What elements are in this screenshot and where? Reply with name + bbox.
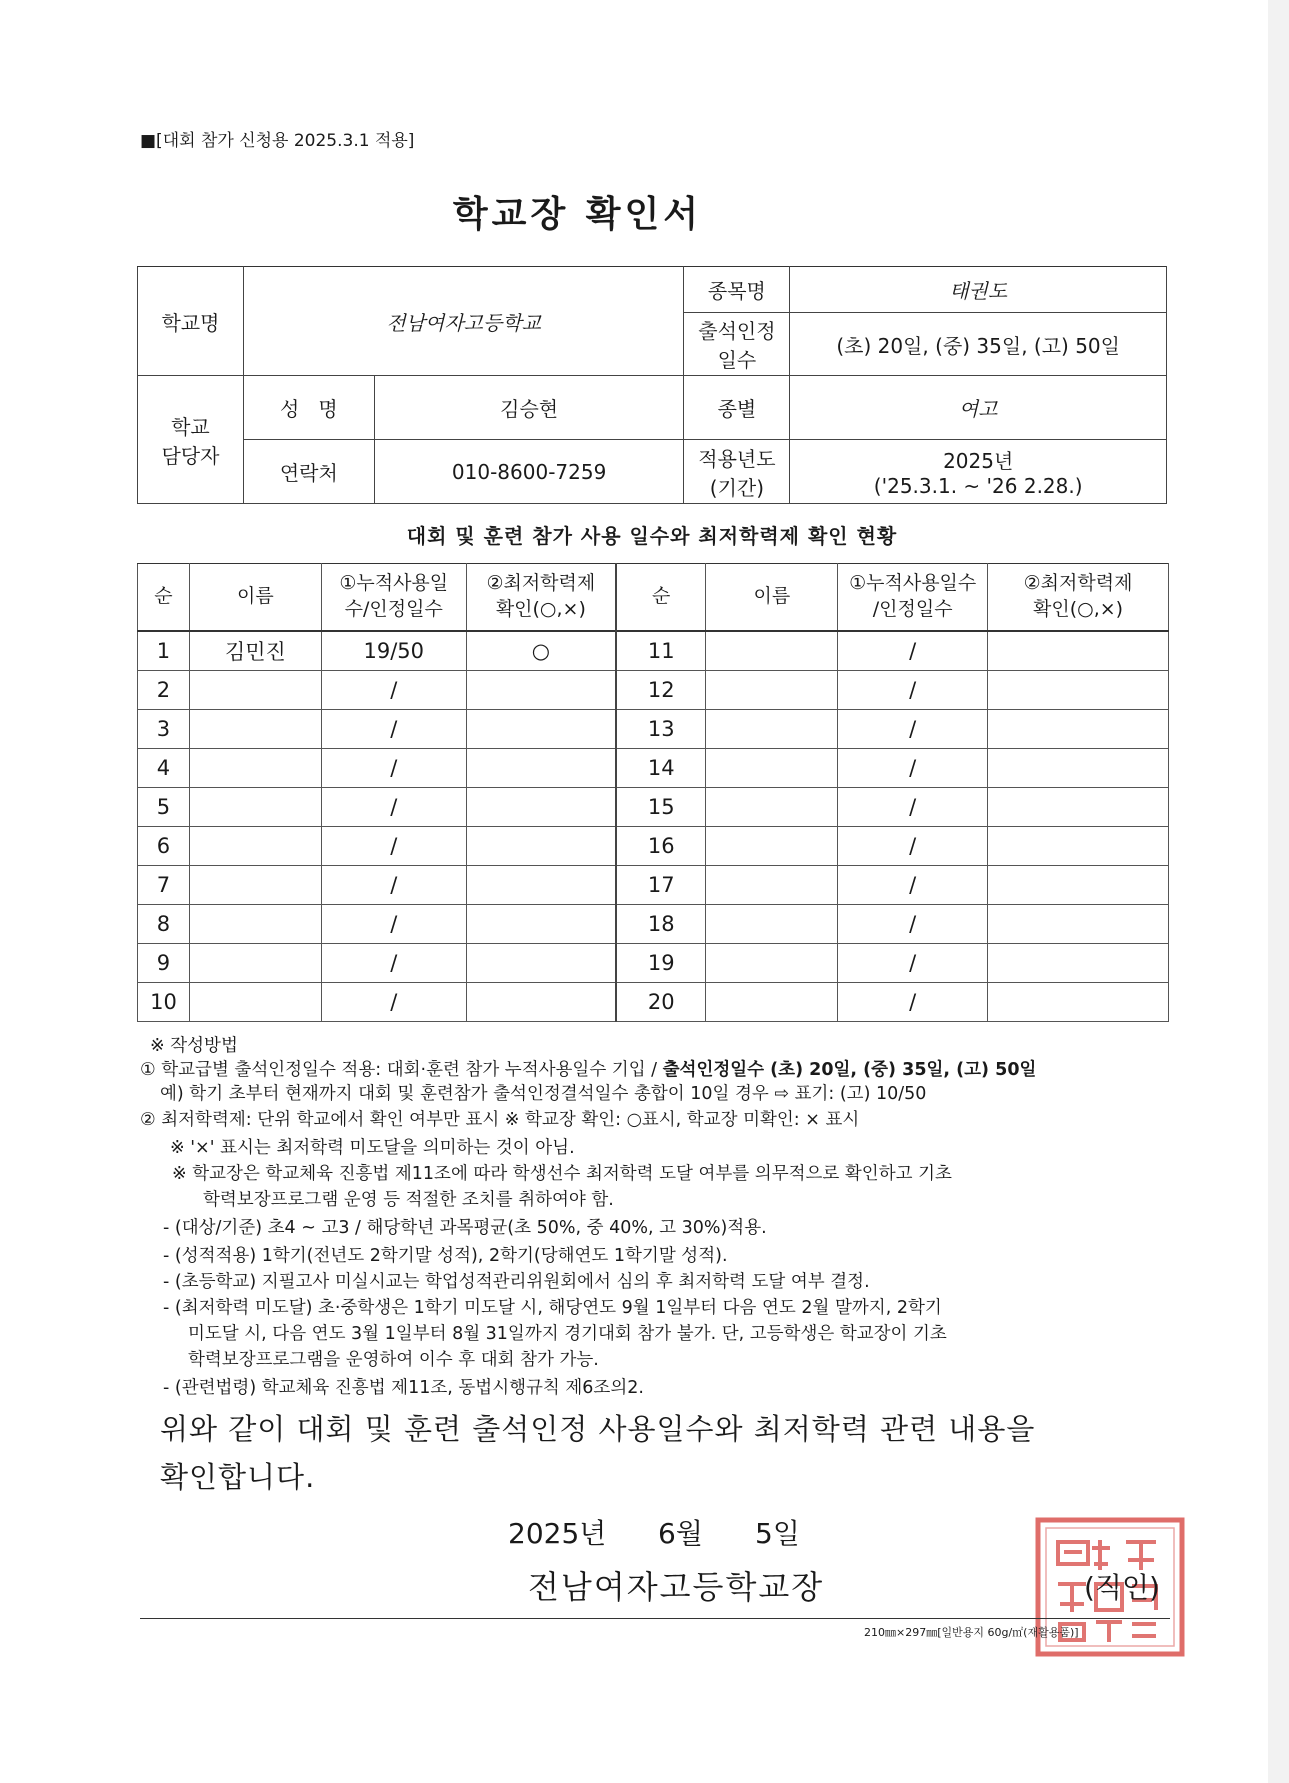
row-min bbox=[466, 983, 616, 1022]
row-no: 1 bbox=[138, 631, 190, 671]
confirm-line-1: 위와 같이 대회 및 훈련 출석인정 사용일수와 최저학력 관련 내용을 bbox=[160, 1412, 1036, 1446]
row-min-right bbox=[988, 983, 1169, 1022]
row-name-right bbox=[706, 983, 838, 1022]
header-usage-right-line1: ①누적사용일수 bbox=[849, 572, 977, 595]
row-no-right: 18 bbox=[616, 905, 706, 944]
date-day: 5일 bbox=[755, 1517, 800, 1550]
row-no: 2 bbox=[138, 671, 190, 710]
row-usage: / bbox=[321, 710, 466, 749]
row-usage: / bbox=[321, 749, 466, 788]
table-row bbox=[138, 671, 1169, 710]
header-usage-line1: ①누적사용일 bbox=[339, 572, 449, 595]
row-name bbox=[189, 944, 321, 983]
row-no-right: 15 bbox=[616, 788, 706, 827]
row-usage-right: / bbox=[838, 631, 988, 671]
confirm-line-2: 확인합니다. bbox=[160, 1459, 316, 1494]
row-no-right: 12 bbox=[616, 671, 706, 710]
row-min: ○ bbox=[466, 631, 616, 671]
header-name-right: 이름 bbox=[706, 564, 838, 632]
row-name-right bbox=[706, 631, 838, 671]
table-row bbox=[138, 788, 1169, 827]
row-no: 7 bbox=[138, 866, 190, 905]
event-value: 태권도 bbox=[790, 267, 1167, 313]
row-no: 9 bbox=[138, 944, 190, 983]
note-4b: 학력보장프로그램 운영 등 적절한 조치를 취하여야 함. bbox=[203, 1190, 614, 1210]
row-no-right: 17 bbox=[616, 866, 706, 905]
header-no-right: 순 bbox=[616, 564, 706, 632]
row-min-right bbox=[988, 905, 1169, 944]
bullet-1: - (대상/기준) 초4 ~ 고3 / 해당학년 과목평균(초 50%, 중 40%, 고 30%)적용. bbox=[163, 1218, 767, 1238]
row-min bbox=[466, 710, 616, 749]
year-label-line2: (기간) bbox=[709, 475, 765, 500]
header-usage-right-line2: /인정일수 bbox=[872, 598, 953, 620]
row-min bbox=[466, 671, 616, 710]
row-usage: / bbox=[321, 788, 466, 827]
row-no-right: 11 bbox=[616, 631, 706, 671]
header-usage-line2: 수/인정일수 bbox=[344, 598, 443, 620]
contact-label: 연락처 bbox=[243, 440, 374, 504]
table-row bbox=[138, 631, 1169, 671]
row-min-right bbox=[988, 710, 1169, 749]
header-min-right bbox=[988, 564, 1169, 632]
row-usage-right: / bbox=[838, 710, 988, 749]
row-name-right bbox=[706, 905, 838, 944]
row-min-right bbox=[988, 944, 1169, 983]
manager-label-line1: 학교 bbox=[171, 414, 210, 439]
row-min-right bbox=[988, 788, 1169, 827]
row-usage-right: / bbox=[838, 788, 988, 827]
row-no-right: 19 bbox=[616, 944, 706, 983]
contact-value: 010-8600-7259 bbox=[374, 440, 684, 504]
row-min bbox=[466, 749, 616, 788]
event-label: 종목명 bbox=[684, 267, 790, 313]
row-min-right bbox=[988, 671, 1169, 710]
note-3: ※ '×' 표시는 최저학력 미도달을 의미하는 것이 아님. bbox=[170, 1138, 575, 1158]
row-usage-right: / bbox=[838, 749, 988, 788]
attendance-label-line2: 일수 bbox=[717, 348, 757, 372]
attendance-label-line1: 출석인정 bbox=[698, 319, 776, 343]
row-no: 5 bbox=[138, 788, 190, 827]
row-no-right: 16 bbox=[616, 827, 706, 866]
table-row bbox=[138, 866, 1169, 905]
year-value-line1: 2025년 bbox=[943, 449, 1014, 473]
row-usage-right: / bbox=[838, 905, 988, 944]
bullet-2: - (성적적용) 1학기(전년도 2학기말 성적), 2학기(당해연도 1학기말 성적). bbox=[163, 1246, 728, 1266]
row-no-right: 20 bbox=[616, 983, 706, 1022]
school-label: 학교명 bbox=[138, 267, 244, 376]
header-min bbox=[466, 564, 616, 632]
bullet-5: - (관련법령) 학교체육 진흥법 제11조, 동법시행규칙 제6조의2. bbox=[163, 1378, 644, 1398]
year-label-line1: 적용년도 bbox=[698, 446, 776, 471]
principal-name: 전남여자고등학교장 bbox=[528, 1568, 825, 1606]
note-1-example: 예) 학기 초부터 현재까지 대회 및 훈련참가 출석인정결석일수 총합이 10일 경우 ⇨ 표기: (고) 10/50 bbox=[160, 1084, 927, 1104]
header-usage bbox=[321, 564, 466, 632]
name-label: 성 명 bbox=[243, 376, 374, 440]
row-no-right: 14 bbox=[616, 749, 706, 788]
bullet-3: - (초등학교) 지필고사 미실시교는 학업성적관리위원회에서 심의 후 최저학력 도달 여부 결정. bbox=[163, 1272, 870, 1292]
section-title: 대회 및 훈련 참가 사용 일수와 최저학력제 확인 현황 bbox=[406, 524, 898, 548]
row-usage-right: / bbox=[838, 944, 988, 983]
row-min-right bbox=[988, 631, 1169, 671]
usage-table bbox=[137, 563, 1169, 1022]
row-min-right bbox=[988, 866, 1169, 905]
row-name bbox=[189, 983, 321, 1022]
row-no: 10 bbox=[138, 983, 190, 1022]
row-min bbox=[466, 866, 616, 905]
header-min-line2: 확인(○,×) bbox=[495, 598, 586, 620]
row-name bbox=[189, 710, 321, 749]
table-row bbox=[138, 983, 1169, 1022]
row-min bbox=[466, 905, 616, 944]
table-row bbox=[138, 710, 1169, 749]
row-usage: / bbox=[321, 983, 466, 1022]
row-name bbox=[189, 905, 321, 944]
info-table bbox=[137, 266, 1167, 504]
row-no: 6 bbox=[138, 827, 190, 866]
note-2: ② 최저학력제: 단위 학교에서 확인 여부만 표시 ※ 학교장 확인: ○표시, 학교장 미확인: × 표시 bbox=[140, 1110, 860, 1130]
date-month: 6월 bbox=[658, 1517, 703, 1550]
row-name: 김민진 bbox=[189, 631, 321, 671]
row-usage-right: / bbox=[838, 983, 988, 1022]
row-name-right bbox=[706, 827, 838, 866]
row-usage-right: / bbox=[838, 671, 988, 710]
table-row bbox=[138, 944, 1169, 983]
row-name-right bbox=[706, 944, 838, 983]
row-usage: / bbox=[321, 905, 466, 944]
row-usage: / bbox=[321, 827, 466, 866]
year-label bbox=[684, 440, 790, 504]
row-usage: / bbox=[321, 671, 466, 710]
header-name: 이름 bbox=[189, 564, 321, 632]
table-row bbox=[138, 749, 1169, 788]
header-min-right-line1: ②최저학력제 bbox=[1023, 572, 1133, 595]
seal-label: (직인) bbox=[1084, 1571, 1160, 1604]
note-1 bbox=[140, 1056, 1036, 1081]
row-usage-right: / bbox=[838, 866, 988, 905]
confirm-text bbox=[160, 1406, 1160, 1502]
document-title: 학교장 확인서 bbox=[452, 194, 703, 235]
manager-label-line2: 담당자 bbox=[161, 443, 220, 468]
row-name bbox=[189, 749, 321, 788]
row-no: 8 bbox=[138, 905, 190, 944]
header-min-line1: ②최저학력제 bbox=[486, 572, 596, 595]
row-name-right bbox=[706, 671, 838, 710]
notes-heading: ※ 작성방법 bbox=[150, 1036, 238, 1056]
bullet-4c: 학력보장프로그램을 운영하여 이수 후 대회 참가 가능. bbox=[188, 1350, 599, 1370]
table-header-row bbox=[138, 564, 1169, 632]
header-note: ■[대회 참가 신청용 2025.3.1 적용] bbox=[140, 131, 415, 151]
attendance-value: (초) 20일, (중) 35일, (고) 50일 bbox=[790, 313, 1167, 376]
category-value: 여고 bbox=[790, 376, 1167, 440]
row-name-right bbox=[706, 788, 838, 827]
note-1-bold: 출석인정일수 (초) 20일, (중) 35일, (고) 50일 bbox=[662, 1060, 1037, 1080]
row-usage: / bbox=[321, 866, 466, 905]
row-min-right bbox=[988, 749, 1169, 788]
row-usage: 19/50 bbox=[321, 631, 466, 671]
bullet-4b: 미도달 시, 다음 연도 3월 1일부터 8월 31일까지 경기대회 참가 불가. 단, 고등학생은 학교장이 기초 bbox=[188, 1324, 947, 1344]
manager-label bbox=[138, 376, 244, 504]
category-label: 종별 bbox=[684, 376, 790, 440]
page-edge bbox=[1268, 0, 1289, 1783]
header-usage-right bbox=[838, 564, 988, 632]
header-no: 순 bbox=[138, 564, 190, 632]
note-4a: ※ 학교장은 학교체육 진흥법 제11조에 따라 학생선수 최저학력 도달 여부를 의무적으로 확인하고 기초 bbox=[172, 1164, 952, 1184]
school-name: 전남여자고등학교 bbox=[243, 267, 684, 376]
table-row bbox=[138, 905, 1169, 944]
row-min bbox=[466, 827, 616, 866]
paper-spec: 210㎜×297㎜[일반용지 60g/㎡(재활용품)] bbox=[864, 1626, 1079, 1639]
attendance-label bbox=[684, 313, 790, 376]
row-name bbox=[189, 866, 321, 905]
row-usage-right: / bbox=[838, 827, 988, 866]
header-min-right-line2: 확인(○,×) bbox=[1033, 598, 1124, 620]
row-name bbox=[189, 671, 321, 710]
row-name-right bbox=[706, 710, 838, 749]
name-value: 김승현 bbox=[374, 376, 684, 440]
year-value-line2: ('25.3.1. ~ '26 2.28.) bbox=[873, 474, 1083, 498]
row-no: 3 bbox=[138, 710, 190, 749]
row-min bbox=[466, 944, 616, 983]
row-no: 4 bbox=[138, 749, 190, 788]
row-name bbox=[189, 827, 321, 866]
date-year: 2025년 bbox=[508, 1517, 607, 1550]
footer-rule bbox=[140, 1618, 1170, 1619]
row-name-right bbox=[706, 866, 838, 905]
row-min-right bbox=[988, 827, 1169, 866]
row-name-right bbox=[706, 749, 838, 788]
bullet-4a: - (최저학력 미도달) 초·중학생은 1학기 미도달 시, 해당연도 9월 1일부터 다음 연도 2월 말까지, 2학기 bbox=[163, 1298, 942, 1318]
year-value bbox=[790, 440, 1167, 504]
row-no-right: 13 bbox=[616, 710, 706, 749]
row-min bbox=[466, 788, 616, 827]
row-usage: / bbox=[321, 944, 466, 983]
row-name bbox=[189, 788, 321, 827]
note-1-text: ① 학교급별 출석인정일수 적용: 대회·훈련 참가 누적사용일수 기입 / bbox=[140, 1060, 663, 1080]
table-row bbox=[138, 827, 1169, 866]
